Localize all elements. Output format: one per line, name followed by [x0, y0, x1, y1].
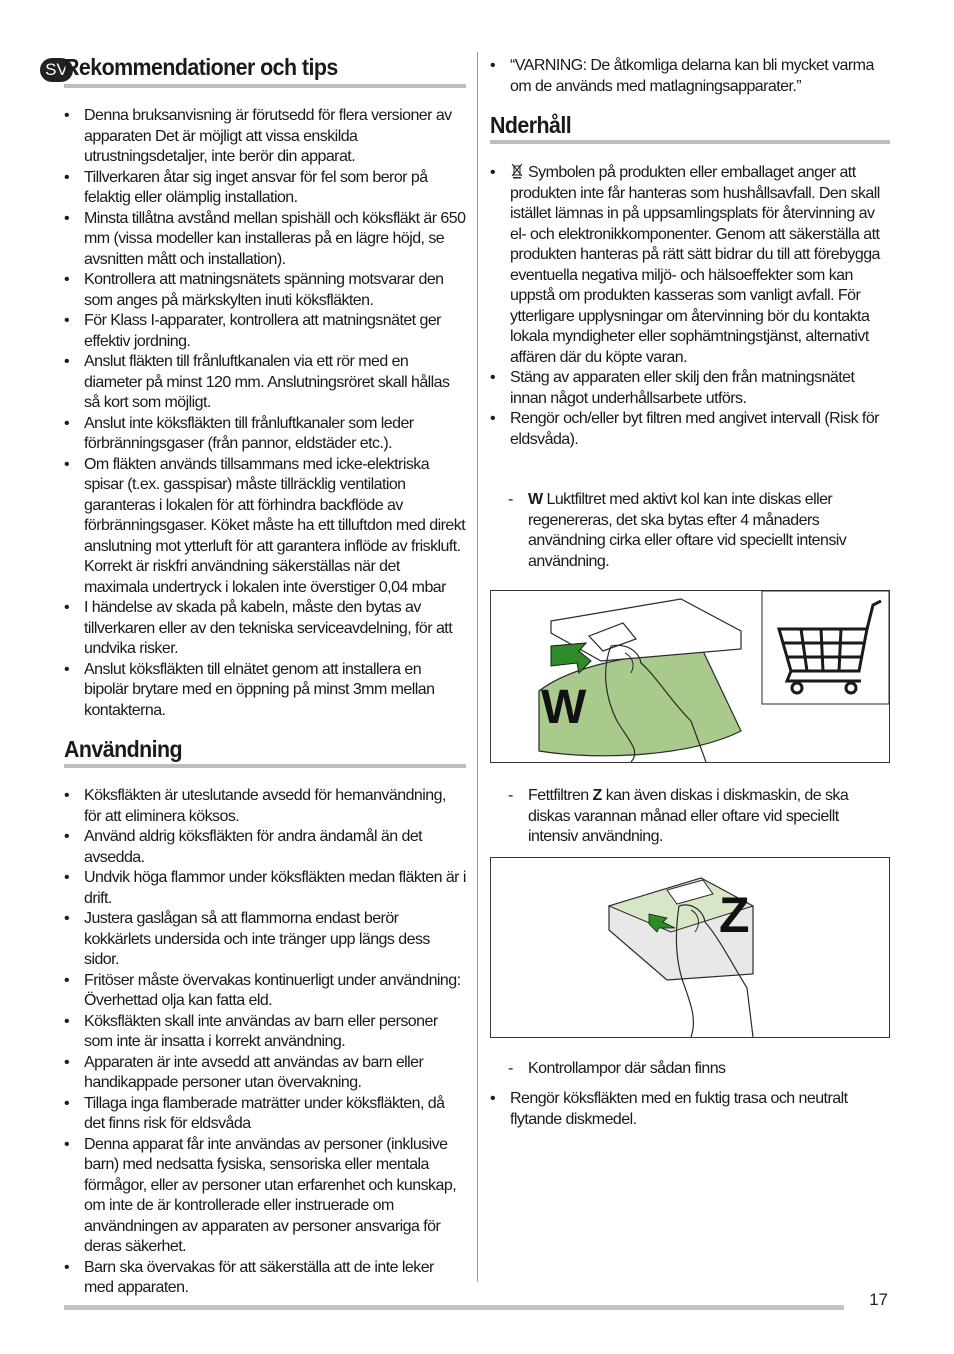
list-item: • För Klass I-apparater, kontrollera att matningsnätet ger effektiv jordning.	[64, 311, 466, 352]
warning-list	[490, 56, 890, 97]
list-item: • Kontrollera att matningsnätets spänning motsvarar den som anges på märkskylten inuti köksfläkten.	[64, 270, 466, 311]
list-item: • Fritöser måste övervakas kontinuerligt under användning: Överhettad olja kan fatta eld.	[64, 971, 466, 1012]
filter-w-list	[508, 490, 888, 572]
list-item: • Minsta tillåtna avstånd mellan spishäll och köksfläkt är 650 mm (vissa modeller kan installeras på en lägre höjd, se avsnitten mått och installation).	[64, 209, 466, 271]
list-item: • Denna apparat får inte användas av personer (inklusive barn) med nedsatta fysiska, sensoriska eller mentala förmågor, eller av personer utan erfarenhet och kunskap, om inte de är kontrollerade eller instruerade om användningen av apparaten av personer ansvariga för deras säkerhet.	[64, 1135, 466, 1258]
dash-item-text: Luktfiltret med aktivt kol kan inte diskas eller regenereras, det ska bytas efter 4 månaders användning cirka eller oftare vid speciellt intensiv användning.	[528, 491, 847, 570]
list-item: • Apparaten är inte avsedd att användas av barn eller handikappade personer utan övervakning.	[64, 1053, 466, 1094]
list-item: • Tillaga inga flamberade maträtter under köksfläkten, då det finns risk för eldsvåda	[64, 1094, 466, 1135]
section-title: Rekommendationer och tips	[64, 54, 338, 80]
list-item: • Anslut fläkten till frånluftkanalen via ett rör med en diameter på minst 120 mm. Anslutningsröret skall hållas så kort som möjligt.	[64, 352, 466, 414]
list-item: • Rengör köksfläkten med en fuktig trasa och neutralt flytande diskmedel.	[490, 1089, 890, 1130]
list-item: • I händelse av skada på kabeln, måste den bytas av tillverkaren eller av den tekniska serviceavdelning, för att undvika risker.	[64, 598, 466, 660]
section-title: Nderhåll	[490, 112, 572, 138]
dash-item-prefix: Fettfiltren	[528, 787, 589, 804]
warning-item: • “VARNING: De åtkomliga delarna kan bli mycket varma om de används med matlagningsapparater.”	[490, 56, 890, 97]
filter-z-list	[508, 786, 888, 848]
section-title: Användning	[64, 736, 183, 762]
filter-letter-w: W	[528, 491, 543, 508]
list-item: • Stäng av apparaten eller skilj den från matningsnätet innan något underhållsarbete utförs.	[490, 368, 890, 409]
filter-removal-illustration	[491, 591, 889, 762]
list-item: • Barn ska övervakas för att säkerställa att de inte leker med apparaten.	[64, 1258, 466, 1299]
recommendations-list	[64, 106, 466, 721]
section-heading-recommendations	[64, 54, 466, 81]
list-item: • Tillverkaren åtar sig inget ansvar för fel som beror på felaktig eller olämplig installation.	[64, 168, 466, 209]
dash-item-lamps: - Kontrollampor där sådan finns	[508, 1059, 888, 1080]
figure-charcoal-filter	[490, 590, 890, 763]
footer-rule	[64, 1305, 844, 1310]
lamps-list	[508, 1059, 888, 1080]
list-item-text: Symbolen på produkten eller emballaget anger att produkten inte får hanteras som hushållsavfall. Den skall istället lämnas in på uppsamlingsplats för återvinning av el- och elektronikkomponenter. Genom att säkerställa att produkten hanteras på rätt sätt bidrar du till att förebygga eventuella negativa miljö- och hälsoeffekter som kan uppstå om produkten kasseras som vanligt avfall. För ytterligare upplysningar om återvinning bör du kontakta lokala myndigheter eller sophämtningstjänst, alternativt affären där du köpte varan.	[510, 164, 880, 366]
dash-item-w	[508, 490, 888, 572]
dash-item-z	[508, 786, 888, 848]
figure-label-z: Z	[719, 887, 750, 943]
section-heading-maintenance	[490, 112, 890, 139]
list-item: • Undvik höga flammor under köksfläkten medan fläkten är i drift.	[64, 868, 466, 909]
heading-rule	[64, 84, 466, 88]
list-item: • Anslut köksfläkten till elnätet genom att installera en bipolär brytare med en öppning på minst 3mm mellan kontakterna.	[64, 660, 466, 722]
dash-item-text: kan även diskas i diskmaskin, de ska diskas varannan månad eller oftare vid speciellt intensiv användning.	[528, 787, 849, 845]
maintenance-list	[490, 163, 890, 450]
column-divider	[477, 52, 478, 1282]
list-item: • Justera gaslågan så att flammorna endast berör kokkärlets undersida och inte tränger upp längs dess sidor.	[64, 909, 466, 971]
figure-grease-filter	[490, 857, 890, 1038]
section-heading-usage	[64, 736, 466, 763]
list-item-weee	[490, 163, 890, 368]
usage-list	[64, 786, 466, 1299]
crossed-bin-icon	[510, 163, 524, 179]
cleaning-list	[490, 1089, 890, 1130]
list-item: • Denna bruksanvisning är förutsedd för flera versioner av apparaten Det är möjligt att vissa enskilda utrustningsdetaljer, inte berör din apparat.	[64, 106, 466, 168]
list-item: • Om fläkten används tillsammans med icke-elektriska spisar (t.ex. gasspisar) måste tillräcklig ventilation garanteras i lokalen för att förhindra backflöde av förbränningsgaser. Köket måste ha ett tilluftdon med direkt anslutning mot ytterluft för att garantera inflöde av friskluft. Korrekt är riskfri användning säkerställas när det maximala undertryck i lokalen inte överstiger 0,04 mbar	[64, 455, 466, 599]
list-item: • Rengör och/eller byt filtren med angivet intervall (Risk för eldsvåda).	[490, 409, 890, 450]
list-item: • Köksfläkten är uteslutande avsedd för hemanvändning, för att eliminera köksos.	[64, 786, 466, 827]
filter-letter-z: Z	[592, 787, 602, 804]
list-item: • Köksfläkten skall inte användas av barn eller personer som inte är insatta i korrekt användning.	[64, 1012, 466, 1053]
page-number: 17	[869, 1290, 888, 1309]
language-badge: SV	[40, 58, 73, 82]
list-item: • Använd aldrig köksfläkten för andra ändamål än det avsedda.	[64, 827, 466, 868]
list-item: • Anslut inte köksfläkten till frånluftkanaler som leder förbränningsgaser (från pannor, eldstäder etc.).	[64, 414, 466, 455]
heading-rule	[64, 764, 466, 768]
figure-label-w: W	[541, 681, 587, 734]
heading-rule	[490, 140, 890, 144]
grease-filter-illustration	[491, 858, 889, 1037]
